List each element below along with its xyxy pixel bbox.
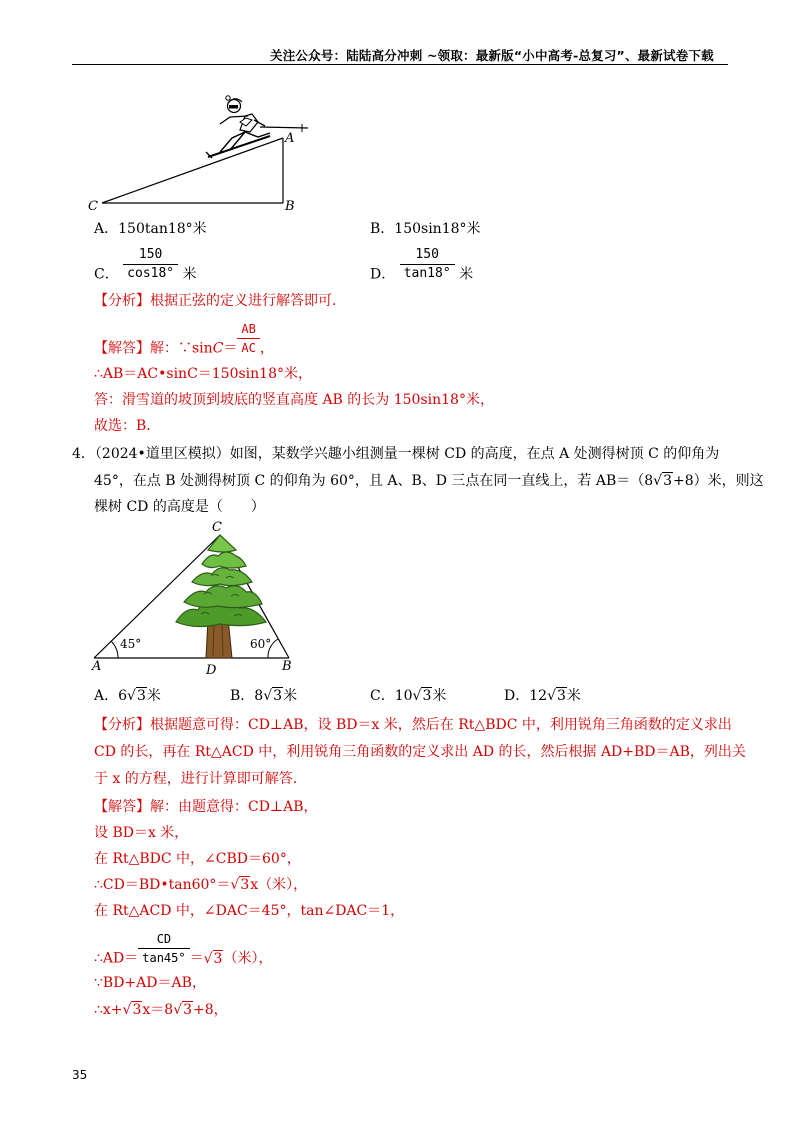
label-c: C [212, 520, 222, 535]
ski-slope-figure [80, 92, 320, 212]
q4-analysis-line3: 于 x 的方程，进行计算即可解答． [94, 771, 307, 787]
label-b: B [285, 199, 295, 212]
q3-option-d: D． $\frac{150}{\tan 18^\circ}$ 米 [370, 247, 474, 283]
q4-solution-line8: ∴x+√3x＝8√3+8， [94, 1002, 228, 1018]
q4-analysis-line2: CD 的长，再在 Rt△ACD 中，利用锐角三角函数的定义求出 AD 的长，然后根据 AD+BD＝AB，列出关 [94, 744, 746, 760]
q4-solution-line5: 在 Rt△ACD 中，∠DAC＝45°，tan∠DAC＝1， [94, 903, 405, 919]
q4-option-a: A．6√3米 [94, 688, 161, 704]
q4-solution-line4: ∴CD＝BD•tan60°＝√3x（米）， [94, 877, 308, 893]
q3-analysis: 【分析】根据正弦的定义进行解答即可． [94, 293, 346, 309]
q4-solution-line6: ∴AD＝ $\frac{CD}{\tan 45^\circ}$ ＝√3（米）， [94, 932, 273, 967]
q4-analysis-line1: 【分析】根据题意可得：CD⊥AB，设 BD＝x 米，然后在 Rt△BDC 中，利用锐角三角函数的定义求出 [94, 717, 732, 733]
q4-option-b: B．8√3米 [230, 688, 298, 704]
q4-option-d: D．12√3米 [504, 688, 581, 704]
q4-option-c: C．10√3米 [370, 688, 447, 704]
label-a: A [92, 659, 102, 674]
label-c: C [88, 199, 98, 212]
label-b: B [282, 659, 292, 674]
q3-option-b: B．150sin18°米 [370, 221, 481, 237]
page-number: 35 [72, 1068, 88, 1082]
label-d: D [206, 663, 217, 678]
q4-line2: 45°，在点 B 处测得树顶 C 的仰角为 60°，且 A、B、D 三点在同一直线上，若 AB＝（8√3+8）米，则这 [94, 473, 764, 489]
q4-solution-line7: ∵BD+AD＝AB， [94, 975, 206, 991]
q3-option-a: A．150tan18°米 [94, 221, 207, 237]
q4-line1: 4．（2024•道里区模拟）如图，某数学兴趣小组测量一棵树 CD 的高度，在点 A 处测得树顶 C 的仰角为 [72, 446, 720, 462]
page-header: 关注公众号：陆陆高分冲刺 ~领取：最新版“小中高考-总复习”、最新试卷下载 [270, 48, 714, 63]
q4-solution-line1: 【解答】解：由题意得：CD⊥AB， [94, 799, 318, 815]
q3-solution-line3: 答：滑雪道的坡顶到坡底的竖直高度 AB 的长为 150sin18°米， [94, 392, 494, 408]
angle-45: 45° [120, 637, 142, 651]
q4-line3: 棵树 CD 的高度是（ ） [94, 499, 265, 515]
label-a: A [285, 131, 295, 146]
q3-option-c: C． $\frac{150}{\cos 18^\circ}$ 米 [94, 247, 197, 283]
q3-solution-line1: 【解答】解：∵sinC＝ $\frac{AB}{AC}$ ， [94, 322, 274, 357]
tree-figure [86, 518, 301, 678]
angle-60: 60° [250, 637, 272, 651]
q3-solution-line2: ∴AB＝AC•sinC＝150sin18°米， [94, 366, 312, 382]
q4-solution-line2: 设 BD＝x 米， [94, 825, 189, 841]
header-rule [72, 64, 728, 65]
q3-solution-line4: 故选：B． [94, 418, 161, 434]
q4-solution-line3: 在 Rt△BDC 中，∠CBD＝60°， [94, 851, 301, 867]
